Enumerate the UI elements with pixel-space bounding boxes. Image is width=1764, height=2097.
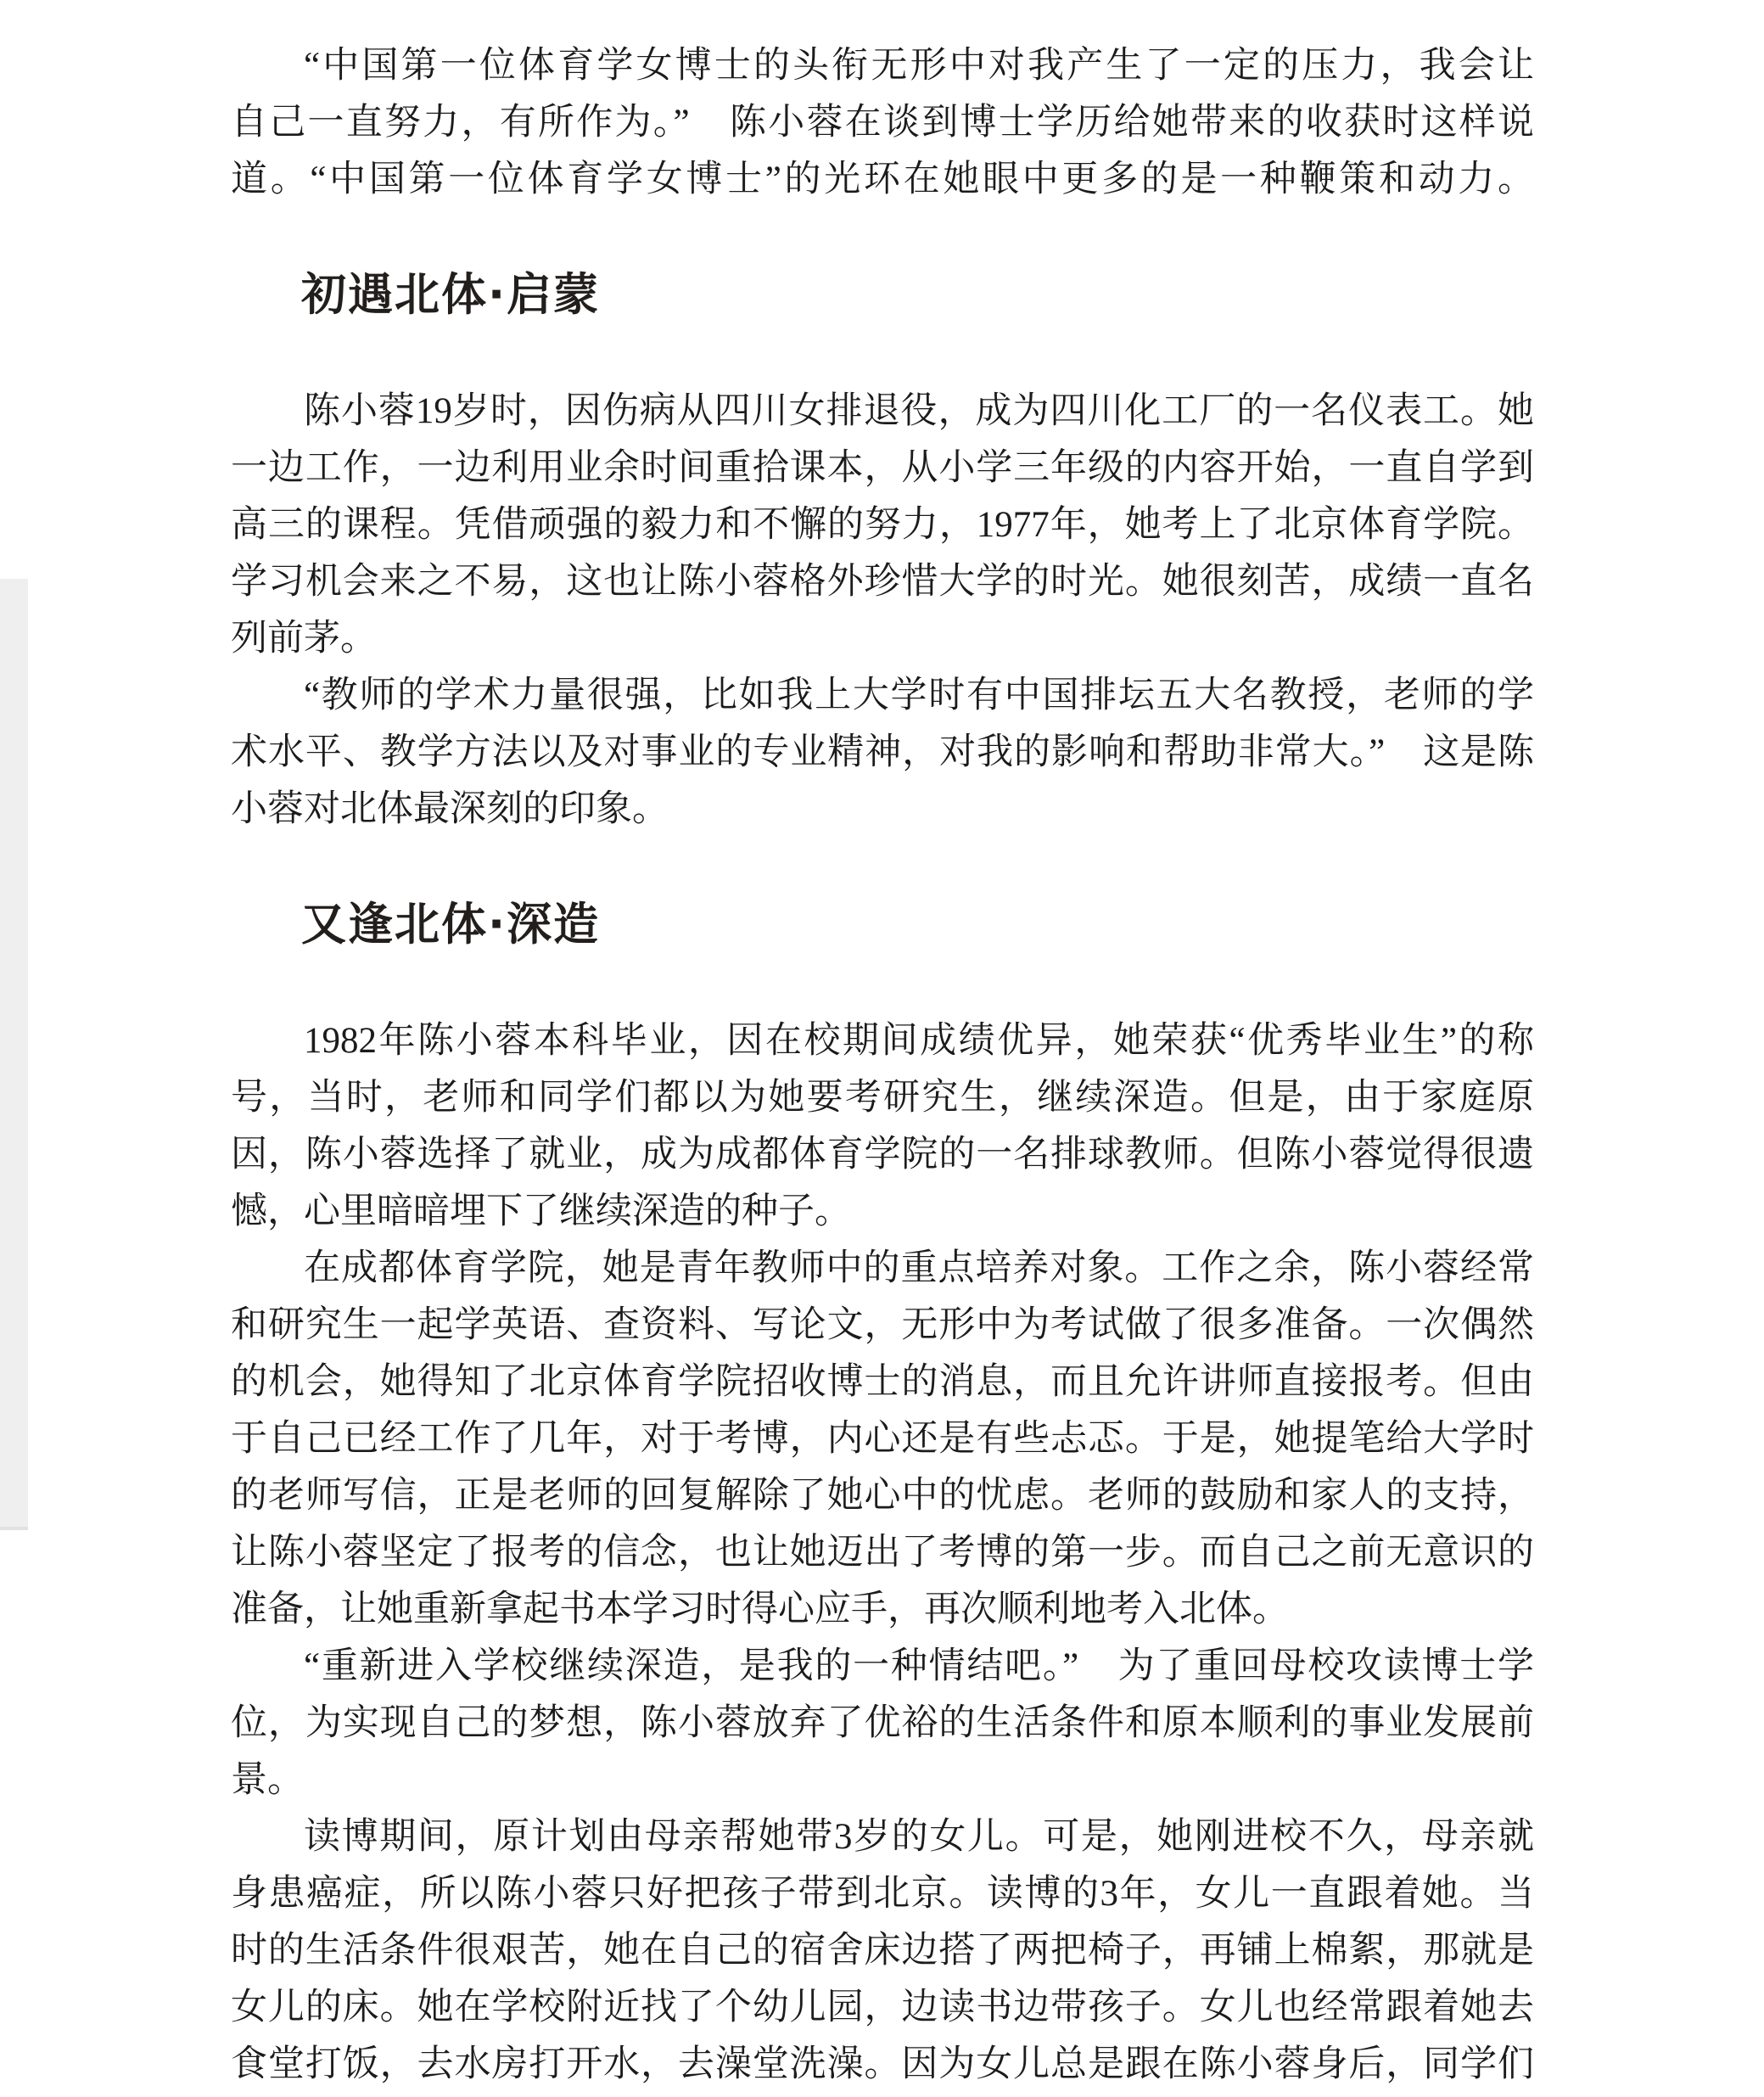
text-line: “教师的学术力量很强，比如我上大学时有中国排坛五大名教授，老师的学 [304,676,1534,715]
text-line: 学习机会来之不易，这也让陈小蓉格外珍惜大学的时光。她很刻苦，成绩一直名 [231,562,1534,602]
text-line: 让陈小蓉坚定了报考的信念，也让她迈出了考博的第一步。而自己之前无意识的 [231,1533,1534,1573]
text-line: 小蓉对北体最深刻的印象。 [231,789,669,829]
text-line: 自己一直努力，有所作为。” 陈小蓉在谈到博士学历给她带来的收获时这样说 [231,103,1534,143]
text-line: 位，为实现自己的梦想，陈小蓉放弃了优裕的生活条件和原本顺利的事业发展前 [231,1703,1534,1743]
paragraph [231,667,1534,838]
text-line: “重新进入学校继续深造，是我的一种情结吧。” 为了重回母校攻读博士学 [304,1646,1534,1686]
text-line: 高三的课程。凭借顽强的毅力和不懈的努力，1977年，她考上了北京体育学院。 [231,505,1534,545]
page-edge-strip [0,579,28,1530]
text-line: 陈小蓉19岁时，因伤病从四川女排退役，成为四川化工厂的一名仪表工。她 [304,391,1534,431]
text-line: 和研究生一起学英语、查资料、写论文，无形中为考试做了很多准备。一次偶然 [231,1305,1534,1345]
text-line: 在成都体育学院，她是青年教师中的重点培养对象。工作之余，陈小蓉经常 [304,1248,1534,1288]
text-line: 食堂打饭，去水房打开水，去澡堂洗澡。因为女儿总是跟在陈小蓉身后，同学们 [231,2044,1534,2084]
section-heading: 初遇北体·启蒙 [301,269,601,321]
text-line: 于自己已经工作了几年，对于考博，内心还是有些忐忑。于是，她提笔给大学时 [231,1419,1534,1459]
paragraph [231,383,1534,667]
text-line: 憾，心里暗暗埋下了继续深造的种子。 [231,1191,851,1231]
text-line: 的机会，她得知了北京体育学院招收博士的消息，而且允许讲师直接报考。但由 [231,1362,1534,1402]
text-line: 列前茅。 [231,619,377,659]
paragraph [231,1808,1534,2093]
paragraph [231,1240,1534,1638]
section-heading: 又逢北体·深造 [301,899,601,950]
text-line: 号，当时，老师和同学们都以为她要考研究生，继续深造。但是，由于家庭原 [231,1078,1534,1118]
text-line: 景。 [231,1760,304,1800]
text-line: “中国第一位体育学女博士的头衔无形中对我产生了一定的压力，我会让 [304,46,1534,86]
paragraph [231,37,1534,208]
text-line: 因，陈小蓉选择了就业，成为成都体育学院的一名排球教师。但陈小蓉觉得很遗 [231,1135,1534,1175]
paragraph [231,1012,1534,1240]
text-line: 一边工作，一边利用业余时间重拾课本，从小学三年级的内容开始，一直自学到 [231,448,1534,488]
text-line: 准备，让她重新拿起书本学习时得心应手，再次顺利地考入北体。 [231,1590,1289,1629]
text-line: 术水平、教学方法以及对事业的专业精神，对我的影响和帮助非常大。” 这是陈 [231,732,1534,772]
paragraph [231,1638,1534,1808]
text-line: 的老师写信，正是老师的回复解除了她心中的忧虑。老师的鼓励和家人的支持， [231,1476,1534,1516]
text-line: 女儿的床。她在学校附近找了个幼儿园，边读书边带孩子。女儿也经常跟着她去 [231,1988,1534,2027]
text-line: 1982年陈小蓉本科毕业，因在校期间成绩优异，她荣获“优秀毕业生”的称 [304,1021,1534,1061]
article [231,0,1534,2093]
text-line: 道。“中国第一位体育学女博士”的光环在她眼中更多的是一种鞭策和动力。 [231,160,1534,199]
text-line: 身患癌症，所以陈小蓉只好把孩子带到北京。读博的3年，女儿一直跟着她。当 [231,1874,1534,1914]
text-line: 时的生活条件很艰苦，她在自己的宿舍床边搭了两把椅子，再铺上棉絮，那就是 [231,1931,1534,1971]
text-line: 读博期间，原计划由母亲帮她带3岁的女儿。可是，她刚进校不久，母亲就 [304,1817,1534,1857]
